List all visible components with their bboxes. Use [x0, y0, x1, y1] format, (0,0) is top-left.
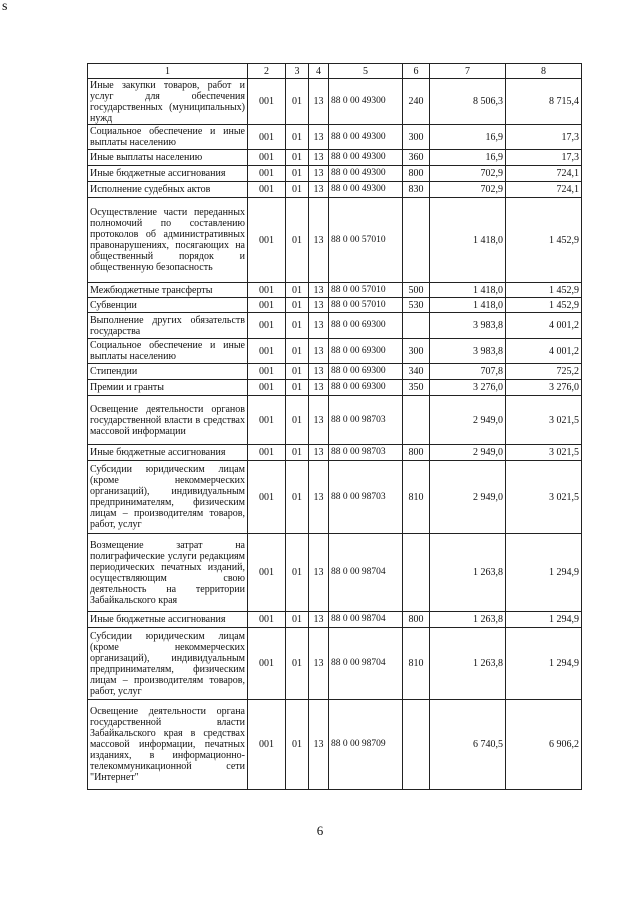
code-cell: 360	[403, 150, 430, 166]
amount-cell: 16,9	[430, 125, 506, 150]
amount-cell: 1 263,8	[430, 534, 506, 612]
code-cell: 001	[248, 313, 286, 339]
code-cell: 001	[248, 445, 286, 461]
amount-cell: 8 715,4	[506, 79, 582, 125]
code-cell: 800	[403, 445, 430, 461]
code-cell: 001	[248, 182, 286, 198]
amount-cell: 4 001,2	[506, 339, 582, 364]
amount-cell: 17,3	[506, 125, 582, 150]
table-row	[88, 150, 582, 166]
code-cell: 13	[309, 364, 329, 380]
code-cell: 500	[403, 283, 430, 298]
table-row	[88, 79, 582, 125]
expense-name: Освещение деятельности органа государственной власти Забайкальского края в средствах массовой информации, печатных изданиях, в информационно-телекоммуникационной сети "Интернет"	[88, 700, 248, 790]
amount-cell: 707,8	[430, 364, 506, 380]
code-cell: 001	[248, 166, 286, 182]
amount-cell: 1 452,9	[506, 283, 582, 298]
table-row	[88, 628, 582, 700]
code-cell: 001	[248, 534, 286, 612]
code-cell: 340	[403, 364, 430, 380]
expense-name: Возмещение затрат на полиграфические услуги редакциям периодических печатных изданий, осуществляющим свою деятельность на территории Забайкальского края	[88, 534, 248, 612]
amount-cell: 725,2	[506, 364, 582, 380]
code-cell: 13	[309, 339, 329, 364]
amount-cell: 1 418,0	[430, 298, 506, 313]
column-header: 7	[430, 64, 506, 79]
target-code-cell: 88 0 00 98709	[329, 700, 403, 790]
code-cell: 001	[248, 628, 286, 700]
amount-cell: 16,9	[430, 150, 506, 166]
header-row	[88, 64, 582, 79]
code-cell	[403, 700, 430, 790]
amount-cell: 724,1	[506, 166, 582, 182]
code-cell: 800	[403, 166, 430, 182]
code-cell	[403, 396, 430, 445]
table-row	[88, 298, 582, 313]
table-row	[88, 283, 582, 298]
code-cell: 810	[403, 461, 430, 534]
code-cell: 01	[286, 396, 309, 445]
code-cell: 13	[309, 150, 329, 166]
code-cell: 001	[248, 364, 286, 380]
code-cell: 01	[286, 445, 309, 461]
expense-name: Иные бюджетные ассигнования	[88, 445, 248, 461]
amount-cell: 2 949,0	[430, 445, 506, 461]
code-cell: 01	[286, 166, 309, 182]
code-cell: 13	[309, 612, 329, 628]
amount-cell: 8 506,3	[430, 79, 506, 125]
amount-cell: 702,9	[430, 182, 506, 198]
code-cell: 01	[286, 198, 309, 283]
code-cell: 001	[248, 396, 286, 445]
code-cell: 01	[286, 628, 309, 700]
expense-name: Субвенции	[88, 298, 248, 313]
expense-name: Освещение деятельности органов государственной власти в средствах массовой информации	[88, 396, 248, 445]
code-cell: 001	[248, 150, 286, 166]
amount-cell: 702,9	[430, 166, 506, 182]
column-header: 3	[286, 64, 309, 79]
target-code-cell: 88 0 00 98703	[329, 396, 403, 445]
expense-name: Межбюджетные трансферты	[88, 283, 248, 298]
amount-cell: 2 949,0	[430, 396, 506, 445]
table-row	[88, 380, 582, 396]
column-header: 2	[248, 64, 286, 79]
amount-cell: 1 263,8	[430, 612, 506, 628]
table-row	[88, 461, 582, 534]
table-row	[88, 534, 582, 612]
code-cell: 350	[403, 380, 430, 396]
code-cell: 13	[309, 700, 329, 790]
expense-name: Субсидии юридическим лицам (кроме некоммерческих организаций), индивидуальным предпринимателям, физическим лицам – производителям товаров, работ, услуг	[88, 628, 248, 700]
expense-name: Иные бюджетные ассигнования	[88, 612, 248, 628]
amount-cell: 1 418,0	[430, 198, 506, 283]
amount-cell: 3 983,8	[430, 313, 506, 339]
code-cell: 01	[286, 380, 309, 396]
code-cell: 13	[309, 166, 329, 182]
expense-name: Социальное обеспечение и иные выплаты населению	[88, 339, 248, 364]
code-cell: 13	[309, 380, 329, 396]
target-code-cell: 88 0 00 49300	[329, 79, 403, 125]
code-cell: 001	[248, 125, 286, 150]
expense-name: Исполнение судебных актов	[88, 182, 248, 198]
code-cell: 01	[286, 339, 309, 364]
column-header: 5	[329, 64, 403, 79]
target-code-cell: 88 0 00 69300	[329, 313, 403, 339]
table-row	[88, 198, 582, 283]
code-cell: 001	[248, 298, 286, 313]
code-cell: 01	[286, 125, 309, 150]
table-row	[88, 166, 582, 182]
target-code-cell: 88 0 00 57010	[329, 298, 403, 313]
table-row	[88, 313, 582, 339]
code-cell: 01	[286, 364, 309, 380]
code-cell: 01	[286, 700, 309, 790]
code-cell: 300	[403, 339, 430, 364]
code-cell	[403, 534, 430, 612]
code-cell: 13	[309, 534, 329, 612]
code-cell: 13	[309, 298, 329, 313]
expense-name: Социальное обеспечение и иные выплаты населению	[88, 125, 248, 150]
amount-cell: 3 276,0	[506, 380, 582, 396]
table-row	[88, 339, 582, 364]
code-cell: 01	[286, 534, 309, 612]
target-code-cell: 88 0 00 69300	[329, 339, 403, 364]
code-cell: 01	[286, 461, 309, 534]
code-cell	[403, 198, 430, 283]
column-header: 8	[506, 64, 582, 79]
code-cell: 001	[248, 380, 286, 396]
target-code-cell: 88 0 00 98704	[329, 612, 403, 628]
code-cell: 001	[248, 461, 286, 534]
code-cell: 01	[286, 150, 309, 166]
expense-name: Стипендии	[88, 364, 248, 380]
amount-cell: 6 906,2	[506, 700, 582, 790]
table-row	[88, 125, 582, 150]
code-cell: 001	[248, 700, 286, 790]
code-cell: 01	[286, 298, 309, 313]
column-header: 6	[403, 64, 430, 79]
column-header: 4	[309, 64, 329, 79]
target-code-cell: 88 0 00 98703	[329, 445, 403, 461]
code-cell: 13	[309, 445, 329, 461]
code-cell: 13	[309, 396, 329, 445]
code-cell: 001	[248, 339, 286, 364]
expense-name: Субсидии юридическим лицам (кроме некоммерческих организаций), индивидуальным предпринимателям, физическим лицам – производителям товаров, работ, услуг	[88, 461, 248, 534]
target-code-cell: 88 0 00 57010	[329, 198, 403, 283]
amount-cell: 6 740,5	[430, 700, 506, 790]
code-cell: 01	[286, 313, 309, 339]
code-cell: 01	[286, 283, 309, 298]
code-cell: 13	[309, 182, 329, 198]
code-cell: 13	[309, 313, 329, 339]
amount-cell: 3 276,0	[430, 380, 506, 396]
code-cell: 800	[403, 612, 430, 628]
target-code-cell: 88 0 00 57010	[329, 283, 403, 298]
target-code-cell: 88 0 00 98704	[329, 628, 403, 700]
amount-cell: 3 021,5	[506, 396, 582, 445]
amount-cell: 724,1	[506, 182, 582, 198]
code-cell: 01	[286, 79, 309, 125]
code-cell: 01	[286, 612, 309, 628]
code-cell: 830	[403, 182, 430, 198]
amount-cell: 3 983,8	[430, 339, 506, 364]
code-cell: 240	[403, 79, 430, 125]
expense-name: Выполнение других обязательств государства	[88, 313, 248, 339]
amount-cell: 1 294,9	[506, 612, 582, 628]
target-code-cell: 88 0 00 69300	[329, 380, 403, 396]
code-cell: 530	[403, 298, 430, 313]
target-code-cell: 88 0 00 98703	[329, 461, 403, 534]
table-row	[88, 364, 582, 380]
amount-cell: 1 452,9	[506, 198, 582, 283]
code-cell: 001	[248, 79, 286, 125]
table-row	[88, 612, 582, 628]
code-cell: 001	[248, 612, 286, 628]
table-row	[88, 182, 582, 198]
amount-cell: 4 001,2	[506, 313, 582, 339]
amount-cell: 1 418,0	[430, 283, 506, 298]
code-cell: 001	[248, 283, 286, 298]
code-cell: 13	[309, 461, 329, 534]
expense-name: Премии и гранты	[88, 380, 248, 396]
code-cell: 001	[248, 198, 286, 283]
amount-cell: 1 263,8	[430, 628, 506, 700]
column-header: 1	[88, 64, 248, 79]
table-row	[88, 445, 582, 461]
amount-cell: 1 294,9	[506, 534, 582, 612]
code-cell: 13	[309, 79, 329, 125]
expense-name: Иные закупки товаров, работ и услуг для обеспечения государственных (муниципальных) нужд	[88, 79, 248, 125]
target-code-cell: 88 0 00 49300	[329, 150, 403, 166]
code-cell: 810	[403, 628, 430, 700]
expense-name: Иные бюджетные ассигнования	[88, 166, 248, 182]
code-cell	[403, 313, 430, 339]
table-row	[88, 700, 582, 790]
scan-corner-mark: s	[2, 0, 8, 14]
amount-cell: 2 949,0	[430, 461, 506, 534]
amount-cell: 1 452,9	[506, 298, 582, 313]
expense-name: Осуществление части переданных полномочий по составлению протоколов об административных правонарушениях, посягающих на общественный порядок и общественную безопасность	[88, 198, 248, 283]
amount-cell: 17,3	[506, 150, 582, 166]
target-code-cell: 88 0 00 49300	[329, 166, 403, 182]
expense-name: Иные выплаты населению	[88, 150, 248, 166]
code-cell: 01	[286, 182, 309, 198]
code-cell: 13	[309, 628, 329, 700]
target-code-cell: 88 0 00 98704	[329, 534, 403, 612]
target-code-cell: 88 0 00 49300	[329, 182, 403, 198]
target-code-cell: 88 0 00 69300	[329, 364, 403, 380]
code-cell: 300	[403, 125, 430, 150]
code-cell: 13	[309, 125, 329, 150]
amount-cell: 3 021,5	[506, 445, 582, 461]
table-row	[88, 396, 582, 445]
code-cell: 13	[309, 198, 329, 283]
code-cell: 13	[309, 283, 329, 298]
amount-cell: 3 021,5	[506, 461, 582, 534]
amount-cell: 1 294,9	[506, 628, 582, 700]
budget-table	[87, 63, 582, 790]
page-number: 6	[316, 823, 324, 838]
target-code-cell: 88 0 00 49300	[329, 125, 403, 150]
